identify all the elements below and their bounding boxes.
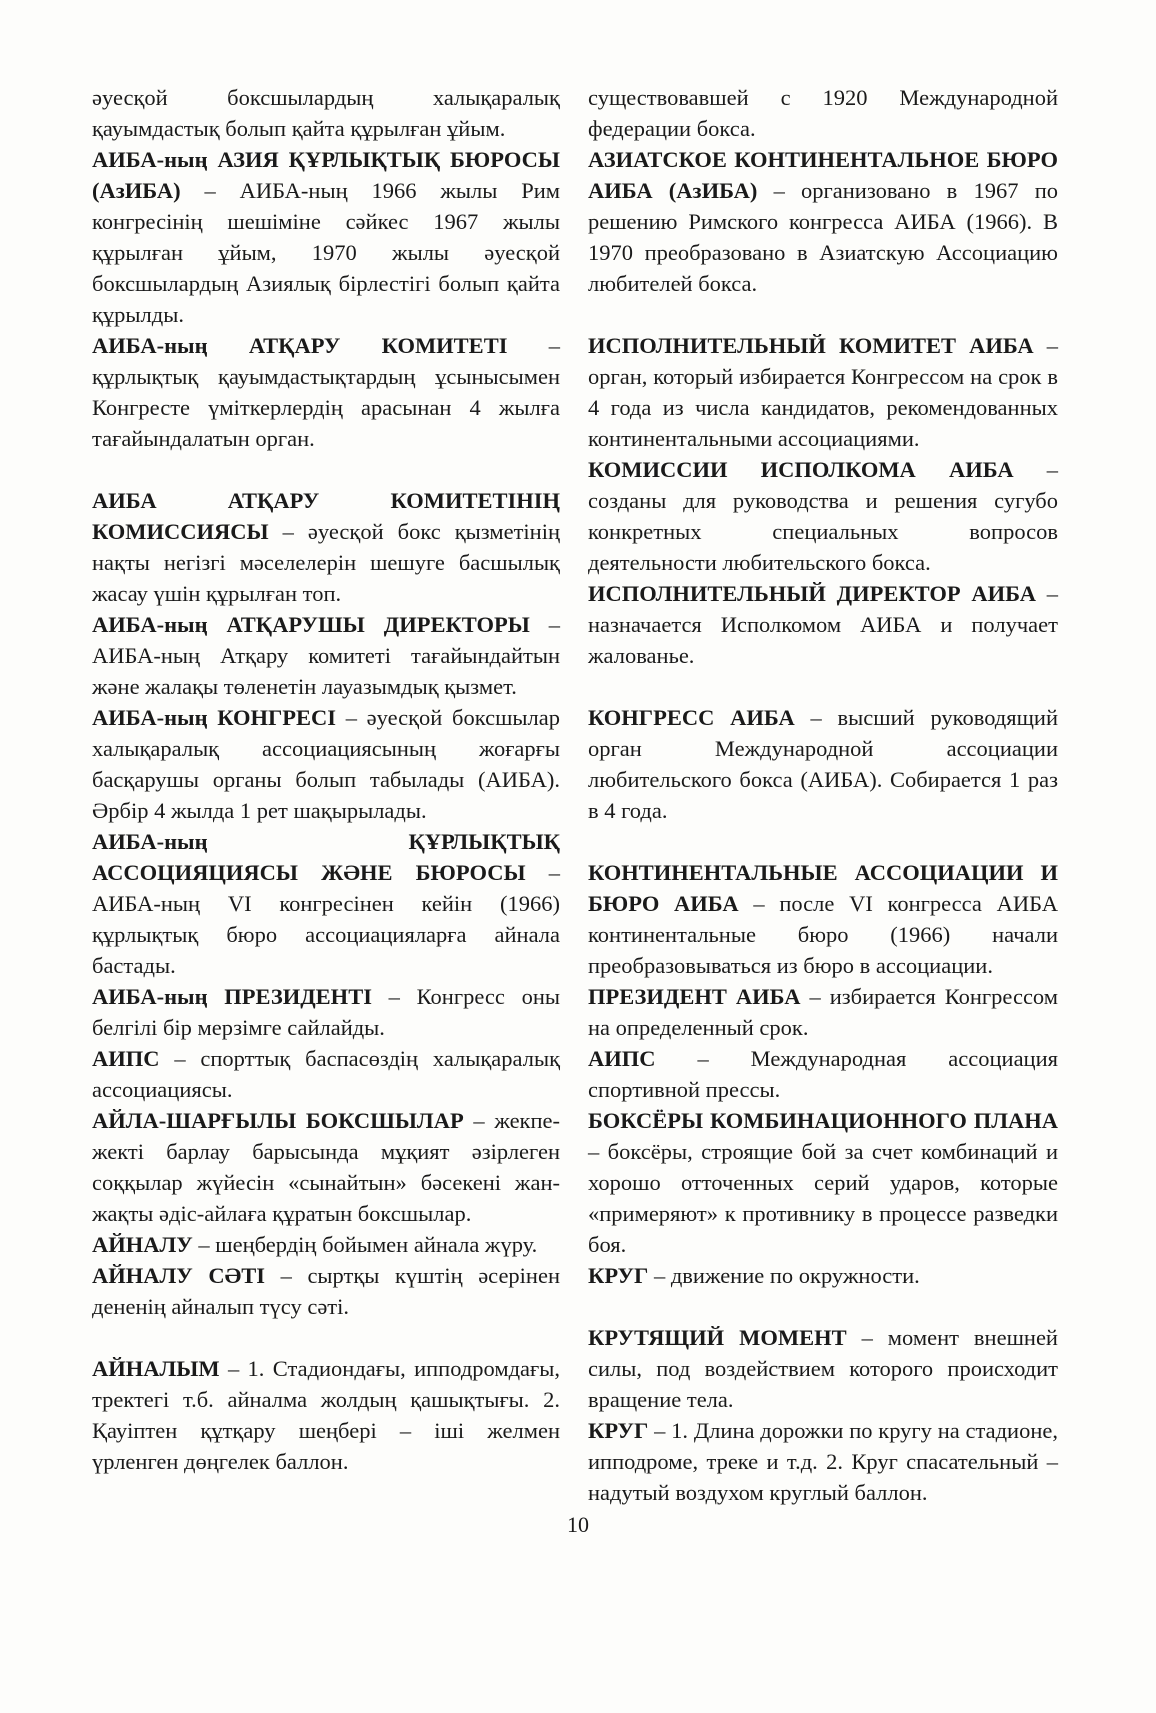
definition-text: – шеңбердің бойымен айнала жүру. <box>192 1232 538 1257</box>
definition-text: – АИБА-ның Атқару комитеті тағайындайтын және жалақы төленетін лауазымдық қызмет. <box>92 612 560 699</box>
definition-text: – құрлықтық қауымдастықтардың ұсынысымен Конгресте үміткерлердің арасынан 4 жылға тағайындалатын орган. <box>92 333 561 451</box>
entry-torque <box>588 1322 1058 1415</box>
entry-combination-boxers <box>588 1105 1058 1260</box>
entry-term: БОКСЁРЫ КОМБИНАЦИОННОГО ПЛАНА <box>588 1108 1058 1133</box>
definition-text: – жекпе-жекті барлау барысында мұқият әзірлеген соққылар жүйесін «сынайтын» бәсекені жан-жақты әдіс-айлаға құратын боксшылар. <box>92 1108 561 1226</box>
entry-term: АЙНАЛЫМ <box>92 1356 220 1381</box>
entry-term: КРУГ <box>588 1418 649 1443</box>
entry-term: КОНГРЕСС АИБА <box>588 705 795 730</box>
definition-text: – момент внешней силы, под воздействием которого происходит вращение тела. <box>588 1325 1058 1412</box>
definition-text: существовавшей с 1920 Международной федерации бокса. <box>588 85 1058 141</box>
entry-term: КОНТИНЕНТАЛЬНЫЕ АССОЦИАЦИИ И БЮРО АИБА <box>588 860 1058 916</box>
entry-term: АЙНАЛУ <box>92 1232 193 1257</box>
entry-term: КРУТЯЩИЙ МОМЕНТ <box>588 1325 847 1350</box>
entry-aips <box>92 1043 560 1105</box>
entry-aiba-president <box>92 981 560 1043</box>
entry-term: ИСПОЛНИТЕЛЬНЫЙ ДИРЕКТОР АИБА <box>588 581 1036 606</box>
entry-continuation <box>588 82 1058 144</box>
entry-aiba-asia-bureau <box>92 144 560 330</box>
entry-aiba-commission <box>588 454 1058 578</box>
entry-term: АИБА-ның КОНГРЕСІ <box>92 705 337 730</box>
entry-term: ПРЕЗИДЕНТ АИБА <box>588 984 801 1009</box>
entry-lap <box>92 1353 560 1477</box>
definition-text: әуесқой боксшылардың халықаралық қауымдастық болып қайта құрылған ұйым. <box>92 85 560 141</box>
definition-text: – 1. Длина дорожки по кругу на стадионе, ипподроме, треке и т.д. 2. Круг спасательный – надутый воздухом круглый баллон. <box>588 1418 1058 1505</box>
definition-text: – АИБА-ның 1966 жылы Рим конгресінің шешіміне сәйкес 1967 жылы құрылған ұйым, 1970 жылы әуесқой боксшылардың Азиялық бірлестігі болып қайта құрылды. <box>92 178 560 327</box>
entry-term: АИПС <box>92 1046 160 1071</box>
definition-text: – АИБА-ның VI конгресінен кейін (1966) құрлықтық бюро ассоциацияларға айнала бастады. <box>92 860 560 978</box>
definition-text: – әуесқой бокс қызметінің нақты негізгі мәселелерін шешуге басшылық жасау үшін құрылған топ. <box>92 519 560 606</box>
definition-text: – әуесқой боксшылар халықаралық ассоциациясының жоғарғы басқарушы органы болып табылады (АИБА). Әрбір 4 жылда 1 рет шақырылады. <box>92 705 560 823</box>
entry-aiba-congress <box>92 702 560 826</box>
definition-text: – высший руководящий орган Международной ассоциации любительского бокса (АИБА). Собирается 1 раз в 4 года. <box>588 705 1058 823</box>
definition-text: – назначается Исполкомом АИБА и получает жалованье. <box>588 581 1059 668</box>
entry-term: АЗИАТСКОЕ КОНТИНЕНТАЛЬНОЕ БЮРО АИБА (АзИБА) <box>588 147 1058 203</box>
entry-term: АЙНАЛУ СӘТІ <box>92 1263 266 1288</box>
definition-text: – Международная ассоциация спортивной прессы. <box>588 1046 1058 1102</box>
entry-circling <box>92 1229 560 1260</box>
entry-term: АИБА-ның АТҚАРУ КОМИТЕТІ <box>92 333 508 358</box>
entry-term: АИБА-ның ҚҰРЛЫҚТЫҚ АССОЦИЯЦИЯСЫ ЖӘНЕ БЮРОСЫ <box>92 829 560 885</box>
entry-aiba-asia-bureau <box>588 144 1058 299</box>
definition-text: – боксёры, строящие бой за счет комбинаций и хорошо отточенных серий ударов, которые «примеряют» к противнику в процессе разведки боя. <box>588 1139 1058 1257</box>
entry-circling <box>588 1260 1058 1291</box>
definition-text: – орган, который избирается Конгрессом на срок в 4 года из числа кандидатов, рекомендованных континентальными ассоциациями. <box>588 333 1059 451</box>
entry-term: КОМИССИИ ИСПОЛКОМА АИБА <box>588 457 1014 482</box>
definition-text: – спорттық баспасөздің халықаралық ассоциациясы. <box>92 1046 560 1102</box>
definition-text: – созданы для руководства и решения сугубо конкретных специальных вопросов деятельности любительского бокса. <box>588 457 1059 575</box>
entry-term: АИБА-ның АТҚАРУШЫ ДИРЕКТОРЫ <box>92 612 530 637</box>
right-column-russian <box>588 82 1058 1508</box>
entry-aiba-executive-director <box>588 578 1058 671</box>
entry-lap <box>588 1415 1058 1508</box>
entry-term: АИПС <box>588 1046 656 1071</box>
definition-text: – Конгресс оны белгілі бір мерзімге сайлайды. <box>92 984 560 1040</box>
left-column-kazakh <box>92 82 560 1477</box>
definition-text: – сыртқы күштің әсерінен дененің айналып түсу сәті. <box>92 1263 561 1319</box>
entry-aiba-executive-committee <box>588 330 1058 454</box>
definition-text: – 1. Стадиондағы, ипподромдағы, тректегі т.б. айналма жолдың қашықтығы. 2. Қауіптен құтқару шеңбері – іші желмен үрленген дөңгелек баллон. <box>92 1356 560 1474</box>
page-number: 10 <box>567 1512 589 1537</box>
entry-aips <box>588 1043 1058 1105</box>
entry-aiba-president <box>588 981 1058 1043</box>
definition-text: – после VI конгресса АИБА континентальные бюро (1966) начали преобразовываться из бюро в ассоциации. <box>588 891 1058 978</box>
entry-term: ИСПОЛНИТЕЛЬНЫЙ КОМИТЕТ АИБА <box>588 333 1034 358</box>
entry-term: КРУГ <box>588 1263 649 1288</box>
entry-combination-boxers <box>92 1105 560 1229</box>
entry-term: АИБА-ның АЗИЯ ҚҰРЛЫҚТЫҚ БЮРОСЫ (АзИБА) <box>92 147 560 203</box>
entry-aiba-continental <box>92 826 560 981</box>
entry-aiba-executive-committee <box>92 330 560 454</box>
entry-term: АИБА АТҚАРУ КОМИТЕТІНІҢ КОМИССИЯСЫ <box>92 488 560 544</box>
entry-aiba-congress <box>588 702 1058 826</box>
entry-aiba-continental <box>588 857 1058 981</box>
entry-torque <box>92 1260 560 1322</box>
entry-term: АИБА-ның ПРЕЗИДЕНТІ <box>92 984 372 1009</box>
definition-text: – организовано в 1967 по решению Римского конгресса АИБА (1966). В 1970 преобразовано в Азиатскую Ассоциацию любителей бокса. <box>588 178 1058 296</box>
definition-text: – движение по окружности. <box>648 1263 920 1288</box>
entry-aiba-commission <box>92 485 560 609</box>
entry-continuation <box>92 82 560 144</box>
definition-text: – избирается Конгрессом на определенный срок. <box>588 984 1058 1040</box>
entry-aiba-executive-director <box>92 609 560 702</box>
entry-term: АЙЛА-ШАРҒЫЛЫ БОКСШЫЛАР <box>92 1108 464 1133</box>
